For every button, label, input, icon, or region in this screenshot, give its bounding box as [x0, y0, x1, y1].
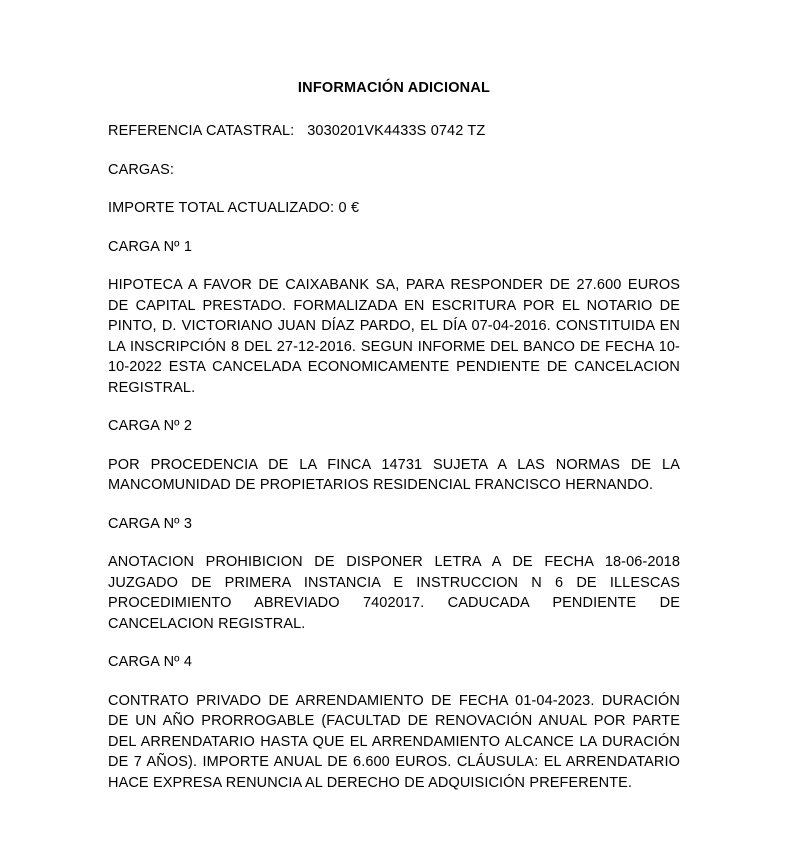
- referencia-catastral: REFERENCIA CATASTRAL: 3030201VK4433S 0742 TZ: [108, 123, 486, 140]
- cargas-heading: CARGAS:: [108, 161, 174, 178]
- carga-4-body: CONTRATO PRIVADO DE ARRENDAMIENTO DE FECHA 01-04-2023. DURACIÓN DE UN AÑO PRORROGABLE (FACULTAD DE RENOVACIÓN ANUAL POR PARTE DEL ARRENDATARIO HASTA QUE EL ARRENDAMIENTO ALCANCE LA DURACIÓN DE 7 AÑOS). IMPORTE ANUAL DE 6.600 EUROS. CLÁUSULA: EL ARRENDATARIO HACE EXPRESA RENUNCIA AL DERECHO DE ADQUISICIÓN PREFERENTE.: [108, 692, 680, 791]
- carga-2-body: POR PROCEDENCIA DE LA FINCA 14731 SUJETA A LAS NORMAS DE LA MANCOMUNIDAD DE PROPIETARIOS RESIDENCIAL FRANCISCO HERNANDO.: [108, 456, 680, 494]
- carga-3-heading: CARGA Nº 3: [108, 515, 193, 532]
- carga-4-heading: CARGA Nº 4: [108, 654, 193, 671]
- carga-2-heading: CARGA Nº 2: [108, 418, 193, 435]
- importe-total-actualizado: IMPORTE TOTAL ACTUALIZADO: 0 €: [108, 200, 360, 217]
- carga-3-body: ANOTACION PROHIBICION DE DISPONER LETRA A DE FECHA 18-06-2018 JUZGADO DE PRIMERA INSTANCIA E INSTRUCCION N 6 DE ILLESCAS PROCEDIMIENTO ABREVIADO 7402017. CADUCADA PENDIENTE DE CANCELACION REGISTRAL.: [108, 554, 680, 632]
- carga-1-heading: CARGA Nº 1: [108, 238, 193, 255]
- carga-1-body: HIPOTECA A FAVOR DE CAIXABANK SA, PARA RESPONDER DE 27.600 EUROS DE CAPITAL PRESTADO. FORMALIZADA EN ESCRITURA POR EL NOTARIO DE PINTO, D. VICTORIANO JUAN DÍAZ PARDO, EL DÍA 07-04-2016. CONSTITUIDA EN LA INSCRIPCIÓN 8 DEL 27-12-2016. SEGUN INFORME DEL BANCO DE FECHA 10-10-2022 ESTA CANCELADA ECONOMICAMENTE PENDIENTE DE CANCELACION REGISTRAL.: [108, 277, 680, 396]
- page-title: INFORMACIÓN ADICIONAL: [297, 80, 491, 96]
